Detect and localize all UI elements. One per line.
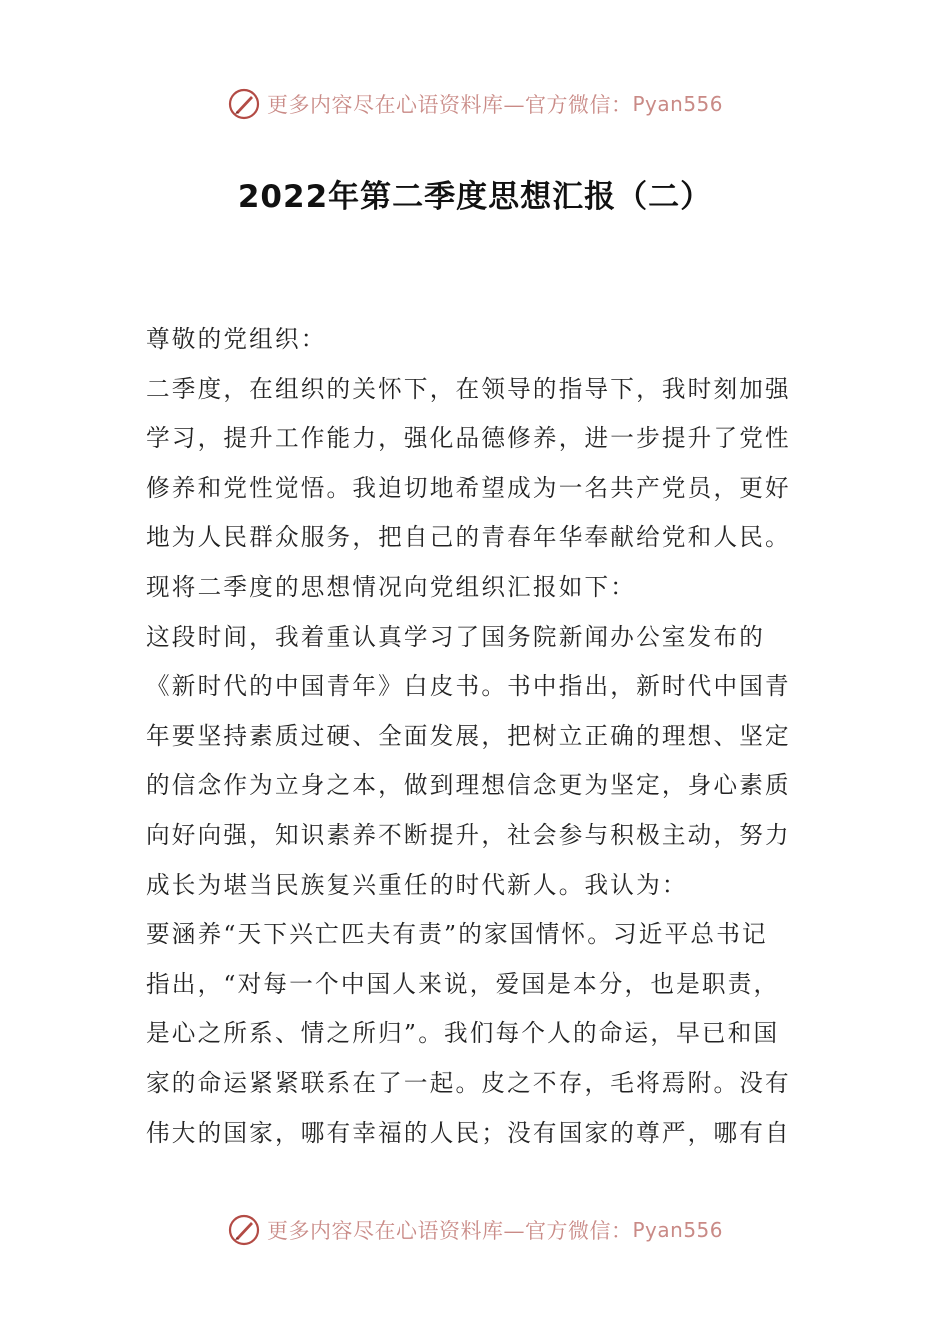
body-line: 现将二季度的思想情况向党组织汇报如下： (146, 572, 637, 601)
body-line: 修养和党性觉悟。我迫切地希望成为一名共产党员，更好 (146, 473, 791, 502)
body-line: 家的命运紧紧联系在了一起。皮之不存，毛将焉附。没有 (146, 1068, 791, 1097)
header-watermark (0, 84, 950, 124)
footer-watermark (0, 1210, 950, 1250)
body-line: 要涵养“天下兴亡匹夫有责”的家国情怀。习近平总书记 (146, 920, 768, 949)
watermark-text: 更多内容尽在心语资料库—官方微信： (266, 93, 633, 117)
body-line: 向好向强，知识素养不断提升，社会参与积极主动，努力 (146, 820, 791, 849)
body-line: 这段时间，我着重认真学习了国务院新闻办公室发布的 (146, 622, 766, 651)
watermark-wechat-id: Pyan556 (632, 1218, 723, 1242)
body-line: 伟大的国家，哪有幸福的人民；没有国家的尊严，哪有自 (146, 1118, 791, 1147)
watermark-wechat-id: Pyan556 (632, 92, 723, 116)
quill-logo-icon (227, 87, 261, 121)
watermark-text: 更多内容尽在心语资料库—官方微信： (266, 1219, 633, 1243)
body-line: 成长为堪当民族复兴重任的时代新人。我认为： (146, 870, 688, 899)
body-line: 《新时代的中国青年》白皮书。书中指出，新时代中国青 (146, 672, 791, 701)
body-line: 是心之所系、情之所归”。我们每个人的命运，早已和国 (146, 1019, 780, 1048)
body-line: 二季度，在组织的关怀下，在领导的指导下，我时刻加强 (146, 374, 791, 403)
document-title: 2022年第二季度思想汇报（二） (237, 179, 713, 215)
body-line: 的信念作为立身之本，做到理想信念更为坚定，身心素质 (146, 771, 791, 800)
body-line: 学习，提升工作能力，强化品德修养，进一步提升了党性 (146, 424, 791, 453)
quill-logo-icon (227, 1213, 261, 1247)
body-line: 尊敬的党组织： (146, 325, 327, 353)
body-line: 年要坚持素质过硬、全面发展，把树立正确的理想、坚定 (146, 721, 791, 750)
document-body (146, 315, 808, 1158)
body-line: 地为人民群众服务，把自己的青春年华奉献给党和人民。 (146, 523, 791, 552)
body-line: 指出，“对每一个中国人来说，爱国是本分，也是职责， (146, 969, 780, 998)
